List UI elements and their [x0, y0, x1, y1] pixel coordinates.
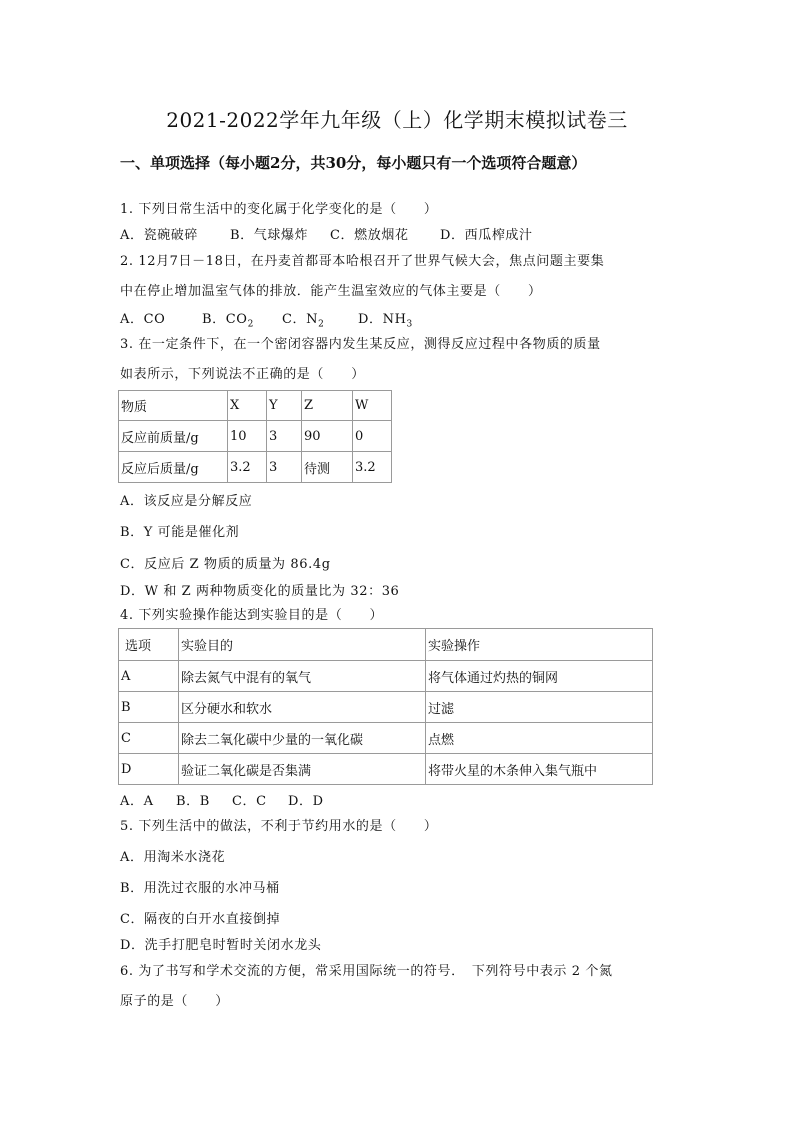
table-row: B 区分硬水和软水 过滤	[119, 692, 653, 723]
table-row: 选项 实验目的 实验操作	[119, 629, 653, 661]
q2-option-a: A．CO	[120, 312, 166, 327]
q2-option-b: B．$CO_2$	[202, 312, 254, 330]
q3-option-a: A．该反应是分解反应	[120, 494, 253, 509]
q1-option-c: C．燃放烟花	[330, 228, 409, 243]
q6-stem-line2: 原子的是（ ）	[120, 994, 229, 1009]
q2-stem-line1: 2. 12月7日－18日，在丹麦首都哥本哈根召开了世界气候大会，焦点问题主要集	[120, 254, 605, 269]
q4-option-c: C．C	[232, 794, 267, 809]
q4-option-b: B．B	[176, 794, 210, 809]
q3-option-c: C．反应后 Z 物质的质量为 86.4g	[120, 557, 331, 572]
q2-stem-line2: 中在停止增加温室气体的排放．能产生温室效应的气体主要是（ ）	[120, 284, 542, 299]
q5-option-a: A．用淘米水浇花	[120, 850, 226, 865]
q5-option-b: B．用洗过衣服的水冲马桶	[120, 881, 280, 896]
table-row: A 除去氮气中混有的氧气 将气体通过灼热的铜网	[119, 661, 653, 692]
table-row: 反应后质量/g 3.2 3 待测 3.2	[119, 452, 392, 483]
q2-option-d: D．$NH_3$	[358, 312, 413, 330]
table-row: 物质 X Y Z W	[119, 391, 392, 421]
q4-options	[120, 790, 324, 809]
q3-stem-line1: 3. 在一定条件下，在一个密闭容器内发生某反应，测得反应过程中各物质的质量	[120, 337, 601, 352]
q3-option-d: D．W 和 Z 两种物质变化的质量比为 32：36	[120, 584, 400, 599]
section-heading: 一、单项选择（每小题2分，共30分，每小题只有一个选项符合题意）	[120, 154, 587, 172]
q4-option-a: A．A	[120, 794, 154, 809]
q2-option-c: C．$N_2$	[282, 312, 325, 330]
q3-option-b: B．Y 可能是催化剂	[120, 525, 240, 540]
q1-option-d: D．西瓜榨成汁	[440, 228, 533, 243]
q4-table	[118, 628, 653, 785]
q1-option-b: B．气球爆炸	[230, 228, 309, 243]
q2-options	[120, 308, 413, 330]
table-row: 反应前质量/g 10 3 90 0	[119, 421, 392, 452]
table-row: C 除去二氧化碳中少量的一氧化碳 点燃	[119, 723, 653, 754]
q6-stem-line1: 6. 为了书写和学术交流的方便，常采用国际统一的符号． 下列符号中表示 2 个氮	[120, 964, 613, 979]
q3-stem-line2: 如表所示，下列说法不正确的是（ ）	[120, 367, 365, 382]
q5-option-c: C．隔夜的白开水直接倒掉	[120, 912, 281, 927]
q4-option-d: D．D	[288, 794, 324, 809]
q1-stem: 1. 下列日常生活中的变化属于化学变化的是（ ）	[120, 202, 438, 217]
table-row: D 验证二氧化碳是否集满 将带火星的木条伸入集气瓶中	[119, 754, 653, 785]
q1-option-a: A．瓷碗破碎	[120, 228, 198, 243]
q5-stem: 5. 下列生活中的做法，不利于节约用水的是（ ）	[120, 819, 438, 834]
q1-options	[120, 224, 533, 243]
q4-stem: 4. 下列实验操作能达到实验目的是（ ）	[120, 608, 384, 623]
q3-table	[118, 390, 392, 483]
q5-option-d: D．洗手打肥皂时暂时关闭水龙头	[120, 938, 322, 953]
page-title: 2021-2022学年九年级（上）化学期末模拟试卷三	[166, 108, 628, 132]
